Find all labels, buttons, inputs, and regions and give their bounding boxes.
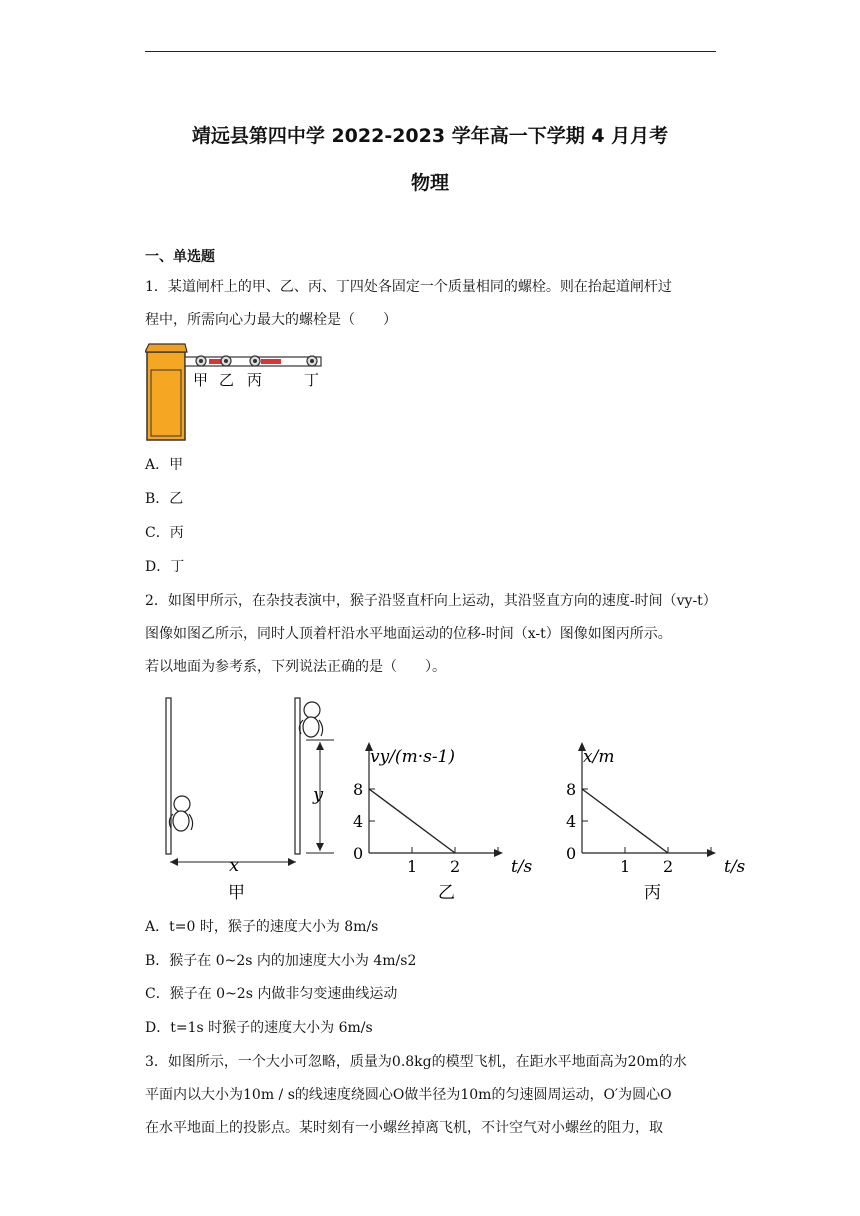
chart-caption: 乙 xyxy=(438,883,455,903)
y-arrow-head-down xyxy=(316,843,324,851)
exam-subject: 物理 xyxy=(410,172,449,194)
chart-ylabel: vy/(m·s-1) xyxy=(370,747,456,767)
bolt-jia-center xyxy=(199,359,203,363)
y-tick-label: 8 xyxy=(566,780,577,799)
monkey-high-icon xyxy=(299,702,322,737)
x-tick-label: 2 xyxy=(663,857,674,876)
q3-line3: 在水平地面上的投影点。某时刻有一小螺丝掉离飞机，不计空气对小螺丝的阻力，取 xyxy=(145,1120,663,1136)
q1-line1: 1．某道闸杆上的甲、乙、丙、丁四处各固定一个质量相同的螺栓。则在抬起道闸杆过 xyxy=(145,279,672,295)
bolt-ding-center xyxy=(310,359,314,363)
pole-right xyxy=(295,698,300,854)
q2-option-a[interactable]: A．t=0 时，猴子的速度大小为 8m/s xyxy=(145,919,379,935)
chart-xlabel: t/s xyxy=(511,857,533,877)
label-ding: 丁 xyxy=(304,371,320,389)
gate-arm-stripe xyxy=(261,359,281,364)
series-line xyxy=(369,789,455,853)
fig-jia-caption: 甲 xyxy=(228,883,245,903)
series-line xyxy=(582,789,668,853)
chart-ylabel: x/m xyxy=(583,747,615,767)
y-tick-label: 0 xyxy=(353,844,364,863)
x-tick-label: 1 xyxy=(407,857,418,876)
y-tick-label: 8 xyxy=(353,780,364,799)
x-label: x xyxy=(229,855,240,876)
q2-line2: 图像如图乙所示，同时人顶着杆沿水平地面运动的位移-时间（x-t）图像如图丙所示。 xyxy=(145,626,672,642)
q1-line2: 程中，所需向心力最大的螺栓是（ ） xyxy=(145,312,397,328)
x-tick-label: 1 xyxy=(620,857,631,876)
y-label: y xyxy=(313,784,324,805)
q2-fig-jia xyxy=(150,692,350,904)
y-tick-label: 4 xyxy=(353,812,364,831)
q2-option-c[interactable]: C．猴子在 0~2s 内做非匀变速曲线运动 xyxy=(145,986,398,1002)
section-heading: 一、单选题 xyxy=(145,249,215,265)
y-arrow-head-up xyxy=(316,742,324,750)
y-tick-label: 0 xyxy=(566,844,577,863)
x-arrow-head-left xyxy=(170,858,178,866)
q2-line3: 若以地面为参考系，下列说法正确的是（ ）。 xyxy=(145,659,446,675)
y-tick-label: 4 xyxy=(566,812,577,831)
q2-option-d[interactable]: D．t=1s 时猴子的速度大小为 6m/s xyxy=(145,1020,373,1036)
gate-cabinet-top xyxy=(145,344,187,352)
q1-option-a[interactable]: A．甲 xyxy=(145,457,184,473)
label-yi: 乙 xyxy=(219,371,235,389)
x-tick-label: 2 xyxy=(450,857,461,876)
exam-title: 靖远县第四中学 2022-2023 学年高一下学期 4 月月考 xyxy=(191,125,669,147)
label-jia: 甲 xyxy=(193,371,209,389)
q2-line1: 2．如图甲所示，在杂技表演中，猴子沿竖直杆向上运动，其沿竖直方向的速度-时间（vy-t） xyxy=(145,593,717,609)
gate-cabinet xyxy=(147,352,185,440)
q3-line2: 平面内以大小为10m / s的线速度绕圆心O做半径为10m的匀速圆周运动，O′为圆心O xyxy=(145,1087,672,1103)
q1-option-b[interactable]: B．乙 xyxy=(145,491,184,507)
q2-chart-bing xyxy=(561,740,751,906)
q1-option-d[interactable]: D．丁 xyxy=(145,559,185,575)
q2-chart-yi xyxy=(348,740,538,906)
q2-option-b[interactable]: B．猴子在 0~2s 内的加速度大小为 4m/s2 xyxy=(145,953,417,969)
chart-caption: 丙 xyxy=(644,883,661,903)
monkey-low-icon xyxy=(169,796,192,831)
chart-xlabel: t/s xyxy=(724,857,746,877)
pole-left xyxy=(166,698,171,854)
header-rule xyxy=(145,51,716,52)
x-arrow-head-right xyxy=(288,858,296,866)
q1-barrier-gate-figure xyxy=(145,340,325,444)
q1-option-c[interactable]: C．丙 xyxy=(145,525,184,541)
bolt-yi-center xyxy=(224,359,228,363)
q3-line1: 3．如图所示，一个大小可忽略，质量为0.8kg的模型飞机，在距水平地面高为20m的水 xyxy=(145,1054,687,1070)
label-bing: 丙 xyxy=(247,371,263,389)
bolt-bing-center xyxy=(253,359,257,363)
